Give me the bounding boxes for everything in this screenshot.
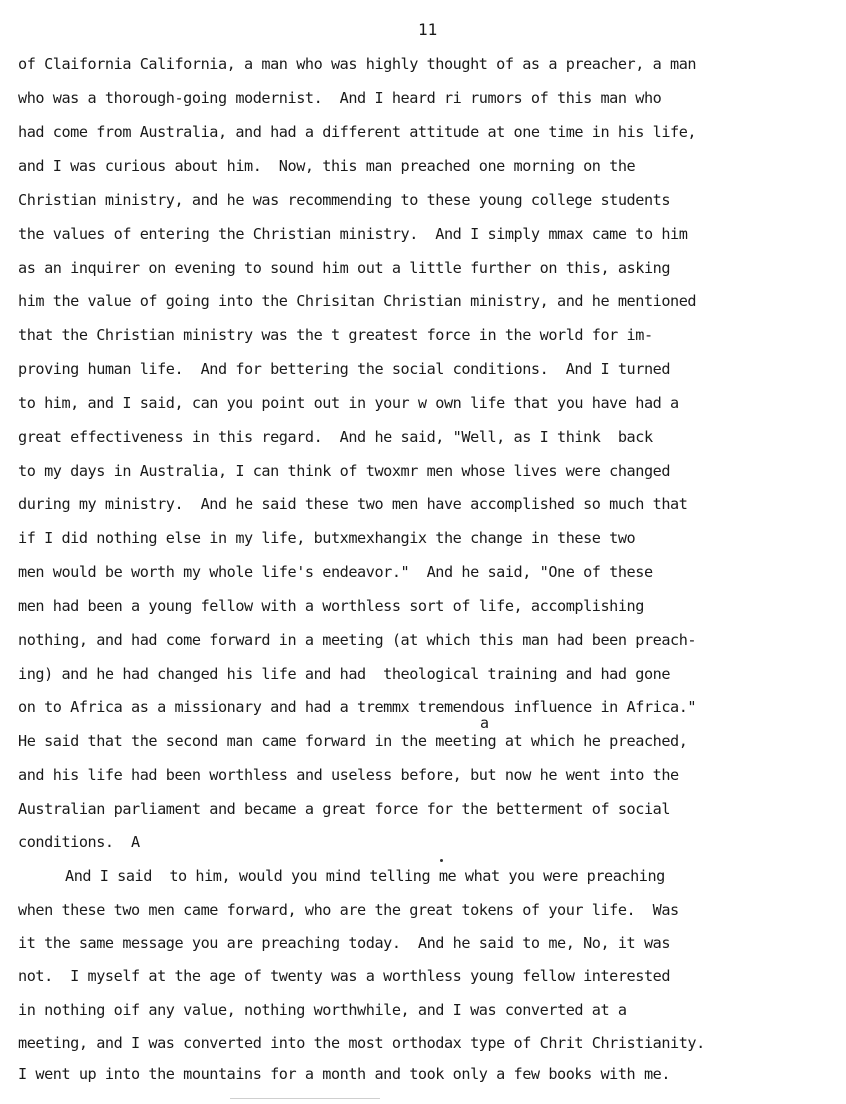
text-line-5: Christian ministry, and he was recommending to these young college students	[18, 191, 671, 209]
text-line-6: the values of entering the Christian ministry. And I simply mmax came to him	[18, 225, 688, 243]
page-number: 11	[418, 20, 438, 39]
text-line-4: and I was curious about him. Now, this man preached one morning on the	[18, 157, 636, 175]
interlinear-insertion: a	[480, 714, 490, 732]
text-line-10: proving human life. And for bettering the social conditions. And I turned	[18, 360, 671, 378]
text-line-28: not. I myself at the age of twenty was a worthless young fellow interested	[18, 967, 671, 985]
text-line-24: conditions. A	[18, 833, 140, 851]
text-line-20: on to Africa as a missionary and had a tremmx tremendous influence in Africa."	[18, 698, 697, 716]
text-line-19: ing) and he had changed his life and had theological training and had gone	[18, 665, 671, 683]
text-line-8: him the value of going into the Chrisitan Christian ministry, and he mentioned	[18, 292, 697, 310]
text-line-9: that the Christian ministry was the t greatest force in the world for im-	[18, 326, 653, 344]
text-line-15: if I did nothing else in my life, butxmexhangix the change in these two	[18, 529, 636, 547]
text-line-30: meeting, and I was converted into the most orthodax type of Chrit Christianity.	[18, 1034, 705, 1052]
text-line-29: in nothing oif any value, nothing worthwhile, and I was converted at a	[18, 1001, 627, 1019]
text-line-16: men would be worth my whole life's endeavor." And he said, "One of these	[18, 563, 653, 581]
text-line-21: He said that the second man came forward in the meeting at which he preached,	[18, 732, 688, 750]
text-line-7: as an inquirer on evening to sound him out a little further on this, asking	[18, 259, 671, 277]
text-line-1: of Claifornia California, a man who was highly thought of as a preacher, a man	[18, 55, 697, 73]
text-line-11: to him, and I said, can you point out in your w own life that you have had a	[18, 394, 679, 412]
text-line-25: And I said to him, would you mind telling me what you were preaching	[65, 867, 665, 885]
text-line-27: it the same message you are preaching today. And he said to me, No, it was	[18, 934, 671, 952]
text-line-13: to my days in Australia, I can think of twoxmr men whose lives were changed	[18, 462, 671, 480]
text-line-31: I went up into the mountains for a month and took only a few books with me.	[18, 1065, 671, 1083]
text-line-26: when these two men came forward, who are the great tokens of your life. Was	[18, 901, 679, 919]
text-line-2: who was a thorough-going modernist. And I heard ri rumors of this man who	[18, 89, 662, 107]
text-line-23: Australian parliament and became a great force for the betterment of social	[18, 800, 671, 818]
text-line-17: men had been a young fellow with a worthless sort of life, accomplishing	[18, 597, 644, 615]
stray-ink-mark	[440, 859, 443, 862]
text-line-12: great effectiveness in this regard. And he said, "Well, as I think back	[18, 428, 653, 446]
text-line-18: nothing, and had come forward in a meeting (at which this man had been preach-	[18, 631, 697, 649]
text-line-14: during my ministry. And he said these two men have accomplished so much that	[18, 495, 688, 513]
text-line-22: and his life had been worthless and useless before, but now he went into the	[18, 766, 679, 784]
text-line-3: had come from Australia, and had a different attitude at one time in his life,	[18, 123, 697, 141]
bottom-edge-mark	[230, 1098, 380, 1099]
